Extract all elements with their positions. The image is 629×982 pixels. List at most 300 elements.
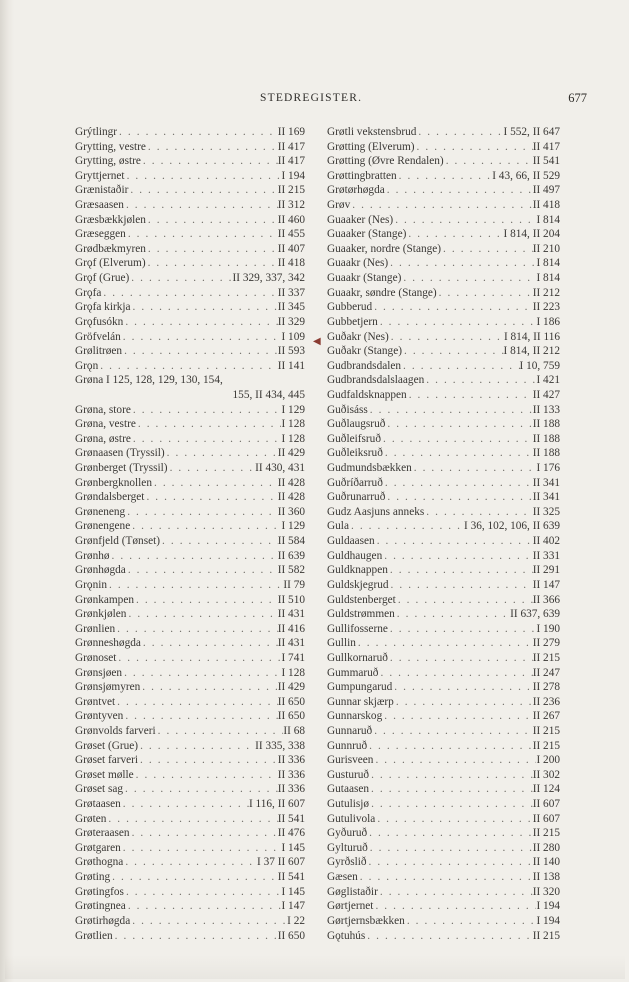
leader-dots <box>117 125 278 140</box>
index-entry <box>327 885 560 900</box>
index-entry <box>75 154 305 169</box>
index-entry <box>75 593 305 608</box>
entry-reference: II 650 <box>277 710 305 723</box>
entry-reference: I 186 <box>536 315 560 328</box>
index-entry <box>327 169 560 184</box>
leader-dots <box>385 490 532 505</box>
entry-reference: II 141 <box>277 359 305 372</box>
index-entry <box>75 286 305 301</box>
index-entry <box>75 680 305 695</box>
index-entry <box>75 315 305 330</box>
entry-name: Grǫf (Grue) <box>75 272 130 285</box>
entry-name: Grǫf (Elverum) <box>75 257 146 270</box>
entry-reference: II 215 <box>532 739 560 752</box>
entry-name: Gudfaldsknappen <box>327 388 407 401</box>
entry-name: Grøtaasen <box>75 798 121 811</box>
entry-reference: I 741 <box>281 651 305 664</box>
entry-name: Gullifosserne <box>327 622 388 635</box>
leader-dots <box>138 739 255 754</box>
index-entry <box>327 739 560 754</box>
index-entry <box>75 768 305 783</box>
entry-reference: I 814 <box>536 272 560 285</box>
leader-dots <box>383 446 533 461</box>
entry-reference: I 37 II 607 <box>256 856 305 869</box>
index-entry <box>327 782 560 797</box>
entry-reference: I 22 <box>287 914 305 927</box>
index-entry <box>75 183 305 198</box>
index-entry <box>327 300 560 315</box>
page-title: STEDREGISTER. <box>260 92 363 104</box>
entry-name: Gunnarskog <box>327 710 383 723</box>
entry-reference: II 236 <box>532 695 560 708</box>
entry-name: Grǫfa kirkja <box>75 301 131 314</box>
entry-reference: II 223 <box>532 301 560 314</box>
leader-dots <box>402 344 504 359</box>
entry-name: Grønengene <box>75 520 131 533</box>
leader-dots <box>115 695 278 710</box>
index-entry <box>327 286 560 301</box>
index-column-left <box>75 125 305 943</box>
entry-name: Guaaker, nordre (Stange) <box>327 242 442 255</box>
entry-reference: II 366 <box>532 593 560 606</box>
entry-reference: I 190 <box>536 622 560 635</box>
entry-name: Grøndalsberget <box>75 491 145 504</box>
leader-dots <box>388 563 533 578</box>
index-entry <box>75 753 305 768</box>
entry-reference: II 430, 431 <box>255 462 305 475</box>
entry-name: Guðrunarruð <box>327 491 386 504</box>
entry-reference: II 429 <box>277 447 305 460</box>
entry-reference: II 417 <box>277 155 305 168</box>
entry-reference: II 402 <box>532 535 560 548</box>
entry-reference: II 541 <box>277 812 305 825</box>
index-entry <box>75 914 305 929</box>
entry-reference: I 129 <box>281 403 305 416</box>
index-entry <box>327 315 560 330</box>
entry-name: Grøtirhøgda <box>75 914 131 927</box>
entry-name: Guðleiksruð <box>327 447 383 460</box>
entry-name: Guðisáss <box>327 403 368 416</box>
entry-name: Gudz Aasjuns anneks <box>327 505 425 518</box>
entry-reference: II 280 <box>532 841 560 854</box>
index-entry <box>327 461 560 476</box>
leader-dots <box>146 256 278 271</box>
entry-name: Guðlaugsruð <box>327 418 386 431</box>
index-entry <box>75 709 305 724</box>
entry-name: Grytting, østre <box>75 155 141 168</box>
index-entry <box>75 739 305 754</box>
entry-reference: I 194 <box>536 914 560 927</box>
entry-reference: I 43, 66, II 529 <box>492 169 560 182</box>
entry-name: Grøntyven <box>75 710 124 723</box>
leader-dots <box>393 213 536 228</box>
entry-name: Gubberud <box>327 301 373 314</box>
leader-dots <box>367 855 533 870</box>
entry-reference: II 140 <box>532 856 560 869</box>
index-entry <box>75 549 305 564</box>
leader-dots <box>134 593 278 608</box>
entry-name: Grøthogna <box>75 856 124 869</box>
leader-dots <box>385 183 533 198</box>
entry-name: Grønvolds farveri <box>75 724 156 737</box>
index-entry <box>75 505 305 520</box>
leader-dots <box>110 870 278 885</box>
entry-reference: I 194 <box>536 900 560 913</box>
entry-name: Guldskjegrud <box>327 578 389 591</box>
index-entry <box>75 534 305 549</box>
entry-name: Grøna, vestre <box>75 418 136 431</box>
leader-dots <box>412 461 537 476</box>
leader-dots <box>437 286 533 301</box>
index-entry <box>327 403 560 418</box>
entry-name: Grøna, store <box>75 403 131 416</box>
leader-dots <box>368 403 533 418</box>
leader-dots <box>123 315 277 330</box>
leader-dots <box>130 519 281 534</box>
entry-name: Grøna I 125, 128, 129, 130, 154, <box>75 374 223 387</box>
entry-reference: II 133 <box>532 403 560 416</box>
leader-dots <box>397 169 493 184</box>
entry-name: Gullkornaruð <box>327 651 388 664</box>
entry-reference: II 247 <box>532 666 560 679</box>
leader-dots <box>382 709 532 724</box>
index-entry <box>327 256 560 271</box>
entry-reference: II 302 <box>532 768 560 781</box>
leader-dots <box>367 826 533 841</box>
entry-name: Grǫfusókn <box>75 315 124 328</box>
leader-dots <box>165 446 278 461</box>
entry-reference: II 215 <box>532 929 560 942</box>
entry-name: Grøna, østre <box>75 432 131 445</box>
index-entry <box>75 256 305 271</box>
entry-name: Grøteraasen <box>75 827 130 840</box>
leader-dots <box>136 417 282 432</box>
entry-reference: II 427 <box>532 388 560 401</box>
entry-name: Grøntvet <box>75 695 116 708</box>
entry-reference: II 138 <box>532 871 560 884</box>
entry-name: Guldstenberget <box>327 593 396 606</box>
index-entry <box>327 753 560 768</box>
leader-dots <box>396 593 533 608</box>
index-entry <box>75 651 305 666</box>
leader-dots <box>388 622 537 637</box>
index-entry <box>75 242 305 257</box>
entry-reference: I 128 <box>281 432 305 445</box>
entry-name: Grøset (Grue) <box>75 739 139 752</box>
entry-name: Gyrðslið <box>327 856 367 869</box>
entry-reference: II 336 <box>277 768 305 781</box>
entry-name: Grønberget (Tryssil) <box>75 462 168 475</box>
entry-reference: II 418 <box>277 257 305 270</box>
leader-dots <box>424 505 532 520</box>
entry-reference: II 429 <box>277 681 305 694</box>
leader-dots <box>375 534 533 549</box>
leader-dots <box>369 768 533 783</box>
leader-dots <box>369 782 533 797</box>
index-entry <box>75 870 305 885</box>
entry-reference: II 331 <box>532 549 560 562</box>
leader-dots <box>146 242 278 257</box>
margin-arrow-icon: ◀ <box>313 336 321 347</box>
index-entry <box>327 505 560 520</box>
leader-dots <box>358 870 533 885</box>
leader-dots <box>382 549 532 564</box>
leader-dots <box>107 578 283 593</box>
entry-reference: 155, II 434, 445 <box>232 388 305 401</box>
leader-dots <box>385 417 532 432</box>
entry-reference: II 267 <box>532 710 560 723</box>
entry-reference: II 336 <box>277 754 305 767</box>
leader-dots <box>416 125 503 140</box>
leader-dots <box>350 198 532 213</box>
entry-reference: II 428 <box>277 491 305 504</box>
entry-name: Grønoset <box>75 651 117 664</box>
entry-reference: I 129 <box>281 520 305 533</box>
leader-dots <box>129 271 232 286</box>
index-entry <box>327 841 560 856</box>
leader-dots <box>392 680 532 695</box>
entry-name: Gunnar skjærp <box>327 695 394 708</box>
entry-name: Grøtingfos <box>75 885 124 898</box>
entry-name: Græsaasen <box>75 199 124 212</box>
entry-name: Gylturuð <box>327 841 368 854</box>
entry-reference: I 200 <box>536 754 560 767</box>
index-entry <box>75 432 305 447</box>
index-entry <box>75 330 305 345</box>
leader-dots <box>378 315 537 330</box>
index-entry <box>327 519 560 534</box>
leader-dots <box>168 461 256 476</box>
leader-dots <box>415 140 533 155</box>
index-entry <box>327 636 560 651</box>
index-entry <box>327 213 560 228</box>
index-entry <box>75 490 305 505</box>
entry-name: Gullin <box>327 637 356 650</box>
leader-dots <box>152 476 278 491</box>
leader-dots <box>444 154 533 169</box>
entry-name: Gula <box>327 520 349 533</box>
index-entry <box>327 607 560 622</box>
leader-dots <box>113 929 278 944</box>
entry-name: Grøttingbratten <box>327 169 397 182</box>
leader-dots <box>124 198 278 213</box>
index-entry <box>327 549 560 564</box>
index-entry <box>327 490 560 505</box>
entry-reference: II 510 <box>277 593 305 606</box>
leader-dots <box>126 563 278 578</box>
index-entry <box>327 914 560 929</box>
leader-dots <box>407 388 533 403</box>
leader-dots <box>369 797 533 812</box>
index-column-right <box>327 125 560 943</box>
leader-dots <box>121 797 249 812</box>
leader-dots <box>381 432 533 447</box>
entry-reference: II 169 <box>277 126 305 138</box>
entry-name: Gunnruð <box>327 739 368 752</box>
index-entry <box>327 227 560 242</box>
entry-name: Grønfjeld (Tønset) <box>75 535 161 548</box>
entry-reference: II 320 <box>532 885 560 898</box>
entry-reference: II 650 <box>277 929 305 942</box>
leader-dots <box>372 300 533 315</box>
leader-dots <box>365 929 532 944</box>
entry-name: Grǫnin <box>75 578 108 591</box>
entry-reference: II 431 <box>277 608 305 621</box>
leader-dots <box>98 359 277 374</box>
entry-reference: I 552, II 647 <box>503 126 560 138</box>
entry-name: Gudbrandsdalslaagen <box>327 374 425 387</box>
leader-dots <box>368 841 533 856</box>
leader-dots <box>125 505 278 520</box>
entry-reference: I 145 <box>281 841 305 854</box>
entry-name: Grøten <box>75 812 107 825</box>
entry-name: Guldhaugen <box>327 549 383 562</box>
index-entry <box>327 593 560 608</box>
index-entry <box>75 797 305 812</box>
entry-reference: II 188 <box>532 418 560 431</box>
entry-reference: I 194 <box>281 169 305 182</box>
entry-name: Grønbergknollen <box>75 476 152 489</box>
index-entry <box>75 476 305 491</box>
leader-dots <box>121 841 282 856</box>
index-entry <box>327 622 560 637</box>
entry-name: Grøtørhøgda <box>327 184 385 197</box>
index-entry <box>75 519 305 534</box>
index-entry <box>75 695 305 710</box>
leader-dots <box>138 753 278 768</box>
entry-reference: II 476 <box>277 827 305 840</box>
index-entry <box>327 855 560 870</box>
entry-name: Gørtjernsbækken <box>327 914 405 927</box>
entry-reference: I 116, II 607 <box>248 798 305 811</box>
index-entry <box>75 929 305 944</box>
index-entry <box>75 373 305 388</box>
index-entry <box>327 826 560 841</box>
page-gutter <box>0 0 14 982</box>
leader-dots <box>131 403 282 418</box>
index-entry <box>327 154 560 169</box>
leader-dots <box>424 373 536 388</box>
entry-reference: II 345 <box>277 301 305 314</box>
entry-reference: I 814 <box>536 213 560 226</box>
entry-reference: II 541 <box>532 155 560 168</box>
entry-reference: II 79 <box>283 578 305 591</box>
entry-reference: II 417 <box>277 140 305 153</box>
entry-reference: II 147 <box>532 578 560 591</box>
index-entry <box>327 680 560 695</box>
entry-name: Guldknappen <box>327 564 388 577</box>
entry-name: Guaaker (Stange) <box>327 228 407 241</box>
entry-name: Gudbrandsdalen <box>327 359 402 372</box>
entry-name: Grønkjølen <box>75 608 127 621</box>
entry-reference: II 337 <box>277 286 305 299</box>
entry-name: Grølitrøen <box>75 345 123 358</box>
leader-dots <box>123 855 257 870</box>
entry-name: Grønkampen <box>75 593 134 606</box>
leader-dots <box>141 636 278 651</box>
entry-name: Grøset farveri <box>75 754 139 767</box>
leader-dots <box>389 330 504 345</box>
entry-reference: I 814 <box>536 257 560 270</box>
leader-dots <box>372 724 533 739</box>
entry-name: Grǫfa <box>75 286 102 299</box>
entry-reference: I 109 <box>281 330 305 343</box>
leader-dots <box>375 812 532 827</box>
leader-dots <box>401 271 536 286</box>
index-entry <box>75 622 305 637</box>
entry-name: Gunnaruð <box>327 724 373 737</box>
index-entry <box>75 169 305 184</box>
leader-dots <box>388 651 533 666</box>
leader-dots <box>126 227 278 242</box>
leader-dots <box>378 885 533 900</box>
index-entry <box>75 636 305 651</box>
entry-reference: II 584 <box>277 535 305 548</box>
index-entry <box>327 563 560 578</box>
index-entry <box>327 812 560 827</box>
leader-dots <box>131 432 282 447</box>
leader-dots <box>115 622 278 637</box>
entry-reference: I 814, II 204 <box>503 228 560 241</box>
entry-name: Grøtli vekstensbrud <box>327 126 417 138</box>
entry-name: Gøglistaðir <box>327 885 378 898</box>
entry-name: Grøv <box>327 199 351 212</box>
entry-name: Grønhøgda <box>75 564 126 577</box>
entry-name: Gurisveen <box>327 754 374 767</box>
index-entry <box>75 198 305 213</box>
index-entry <box>327 344 560 359</box>
entry-name: Grønaasen (Tryssil) <box>75 447 165 460</box>
index-entry <box>75 578 305 593</box>
entry-reference: II 215 <box>532 827 560 840</box>
entry-reference: I 814, II 116 <box>503 330 560 343</box>
entry-name: Grøtting (Elverum) <box>327 140 415 153</box>
index-entry <box>327 666 560 681</box>
leader-dots <box>123 782 278 797</box>
entry-name: Gørtjernet <box>327 900 374 913</box>
entry-name: Gæsen <box>327 871 358 884</box>
leader-dots <box>106 812 277 827</box>
entry-reference: II 497 <box>532 184 560 197</box>
index-entry <box>75 403 305 418</box>
entry-reference: II 582 <box>277 564 305 577</box>
entry-reference: I 128 <box>281 666 305 679</box>
entry-reference: I 36, 102, 106, II 639 <box>463 520 560 533</box>
leader-dots <box>130 826 278 841</box>
index-entry <box>327 768 560 783</box>
entry-reference: II 329, 337, 342 <box>232 272 305 285</box>
leader-dots <box>373 753 536 768</box>
entry-name: Grønsjøen <box>75 666 123 679</box>
entry-reference: II 637, 639 <box>510 608 560 621</box>
entry-reference: II 210 <box>532 242 560 255</box>
index-entry <box>327 476 560 491</box>
entry-name: Grǫn <box>75 359 99 372</box>
leader-dots <box>121 330 282 345</box>
index-entry <box>75 417 305 432</box>
index-entry <box>327 709 560 724</box>
entry-name: Grønneshøgda <box>75 637 141 650</box>
entry-name: Grøtgaren <box>75 841 121 854</box>
index-entry <box>75 563 305 578</box>
entry-name: Gumpungarud <box>327 681 393 694</box>
entry-reference: I 814, II 212 <box>503 345 560 358</box>
entry-name: Guldstrømmen <box>327 608 395 621</box>
entry-reference: II 279 <box>532 637 560 650</box>
entry-reference: I 147 <box>281 900 305 913</box>
index-entry <box>75 855 305 870</box>
index-entry <box>327 797 560 812</box>
